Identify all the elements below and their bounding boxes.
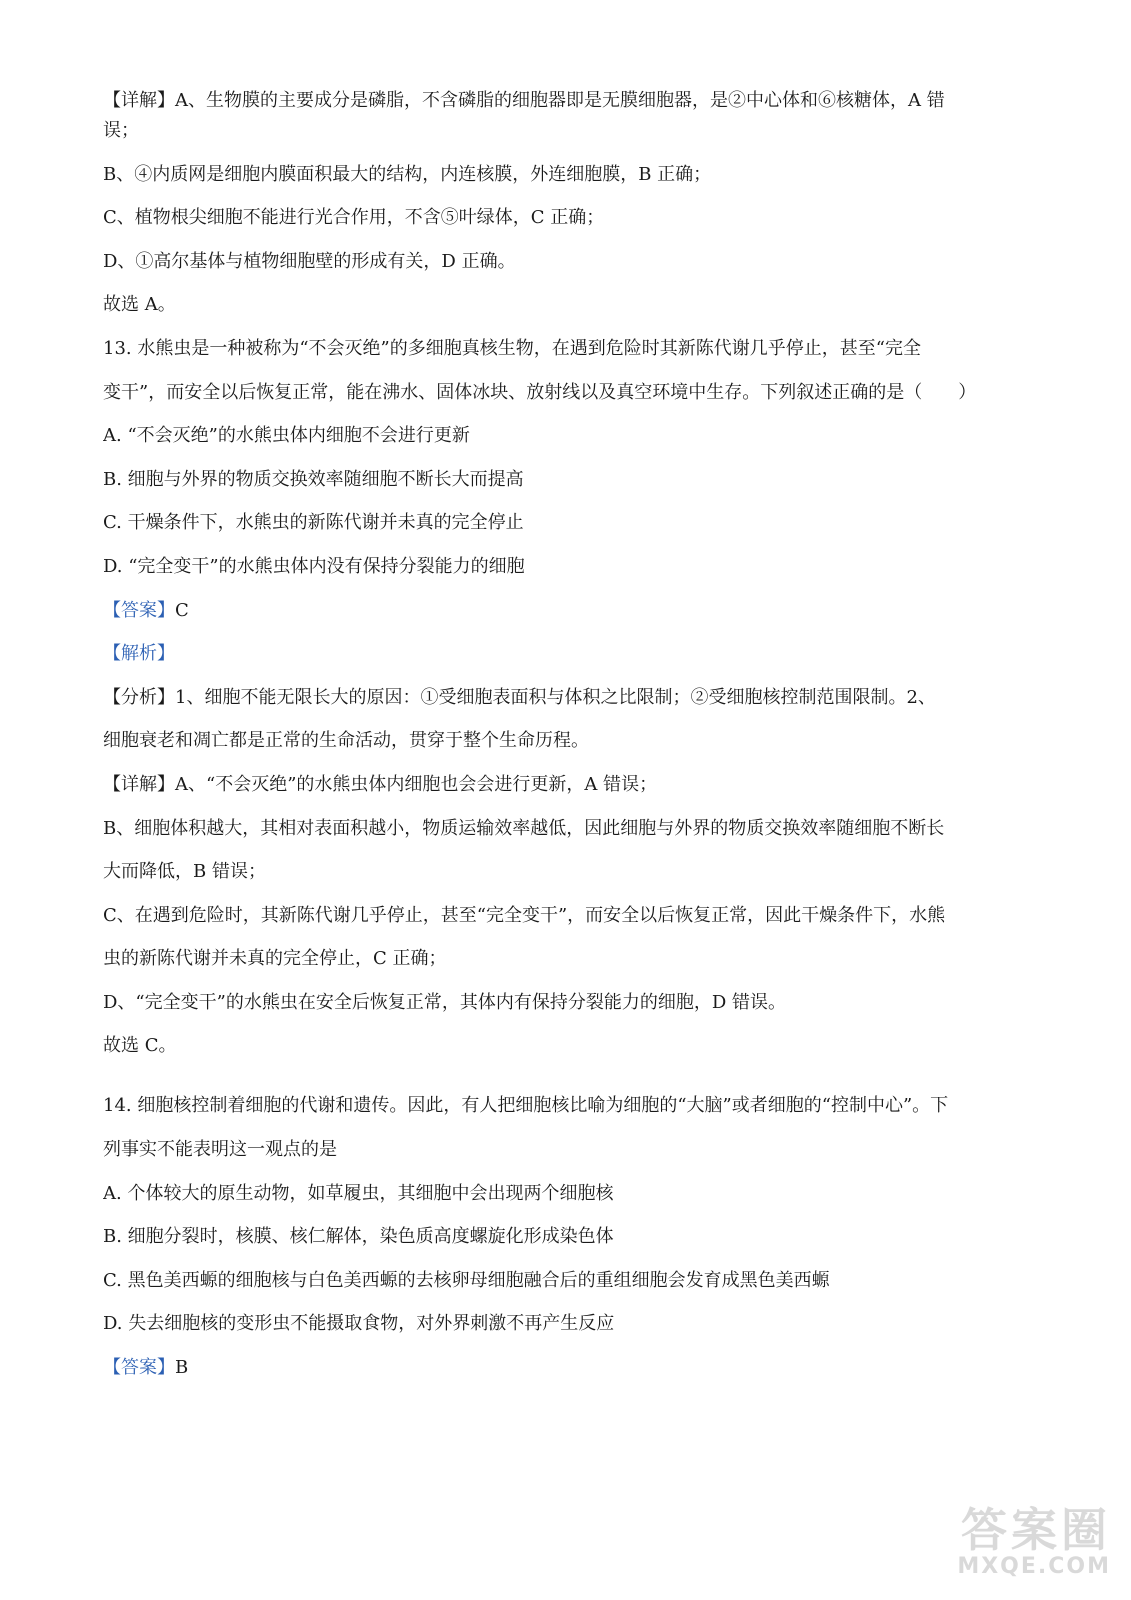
q14-option-c: C. 黑色美西螈的细胞核与白色美西螈的去核卵母细胞融合后的重组细胞会发育成黑色美西螈	[103, 1269, 830, 1291]
q13-detail-c-line2: 虫的新陈代谢并未真的完全停止，C 正确；	[103, 948, 447, 970]
q13-fenxi-line2: 细胞衰老和凋亡都是正常的生命活动，贯穿于整个生命历程。	[103, 730, 589, 752]
q13-answer	[103, 596, 1023, 626]
q12-conclusion: 故选 A。	[103, 294, 176, 316]
q13-option-a: A. “不会灭绝”的水熊虫体内细胞不会进行更新	[103, 425, 470, 447]
answer-tag: 【答案】	[103, 1357, 175, 1379]
q14-option-b: B. 细胞分裂时，核膜、核仁解体，染色质高度螺旋化形成染色体	[103, 1226, 614, 1248]
q13-detail-d: D、“完全变干”的水熊虫在安全后恢复正常，其体内有保持分裂能力的细胞，D 错误。	[103, 991, 786, 1013]
detail-tag: 【详解】	[103, 773, 175, 795]
q12-detail-line2: 误；	[103, 120, 139, 141]
answer-value: B	[175, 1357, 189, 1379]
document-page	[103, 86, 1023, 1397]
q13-stem-line1: 13. 水熊虫是一种被称为“不会灭绝”的多细胞真核生物，在遇到危险时其新陈代谢几乎停止，甚至“完全	[103, 337, 921, 359]
q12-detail-c: C、植物根尖细胞不能进行光合作用，不含⑤叶绿体，C 正确；	[103, 207, 605, 229]
q13-detail-a: 【详解】A、“不会灭绝”的水熊虫体内细胞也会会进行更新，A 错误；	[103, 773, 658, 795]
watermark-top: 答案圈	[961, 1503, 1111, 1557]
q14-stem-line1: 14. 细胞核控制着细胞的代谢和遗传。因此，有人把细胞核比喻为细胞的“大脑”或者细胞的“控制中心”。下	[103, 1095, 949, 1117]
q14-answer	[103, 1353, 1023, 1383]
watermark-bottom: MXQE.COM	[957, 1554, 1111, 1579]
q13-analysis-tag: 【解析】	[103, 643, 175, 665]
q14-option-d: D. 失去细胞核的变形虫不能摄取食物，对外界刺激不再产生反应	[103, 1313, 615, 1335]
q13-option-b: B. 细胞与外界的物质交换效率随细胞不断长大而提高	[103, 468, 524, 490]
q13-conclusion: 故选 C。	[103, 1035, 177, 1057]
q13-detail-b-line2: 大而降低，B 错误；	[103, 861, 266, 883]
q12-detail-line1: 【详解】A、生物膜的主要成分是磷脂，不含磷脂的细胞器即是无膜细胞器，是②中心体和⑥核糖体，A 错	[103, 90, 945, 111]
answer-value: C	[175, 599, 189, 621]
q14-option-a: A. 个体较大的原生动物，如草履虫，其细胞中会出现两个细胞核	[103, 1182, 614, 1204]
q13-detail-c-line1: C、在遇到危险时，其新陈代谢几乎停止，甚至“完全变干”，而安全以后恢复正常，因此干燥条件下，水熊	[103, 904, 946, 926]
q12-detail-b: B、④内质网是细胞内膜面积最大的结构，内连核膜，外连细胞膜，B 正确；	[103, 163, 712, 185]
fenxi-tag: 【分析】	[103, 686, 175, 708]
q13-option-d: D. “完全变干”的水熊虫体内没有保持分裂能力的细胞	[103, 555, 525, 577]
q14-stem-line2: 列事实不能表明这一观点的是	[103, 1139, 337, 1161]
q12-detail-d: D、①高尔基体与植物细胞壁的形成有关，D 正确。	[103, 250, 516, 272]
detail-tag: 【详解】	[103, 90, 175, 111]
q13-stem-line2: 变干”，而安全以后恢复正常，能在沸水、固体冰块、放射线以及真空环境中生存。下列叙述正确的是（ ）	[103, 381, 977, 403]
q13-detail-b-line1: B、细胞体积越大，其相对表面积越小，物质运输效率越低，因此细胞与外界的物质交换效率随细胞不断长	[103, 817, 945, 839]
q13-fenxi-line1: 【分析】1、细胞不能无限长大的原因：①受细胞表面积与体积之比限制；②受细胞核控制范围限制。2、	[103, 686, 936, 708]
answer-tag: 【答案】	[103, 599, 175, 621]
watermark-logo	[911, 1503, 1111, 1586]
q13-option-c: C. 干燥条件下，水熊虫的新陈代谢并未真的完全停止	[103, 512, 524, 534]
